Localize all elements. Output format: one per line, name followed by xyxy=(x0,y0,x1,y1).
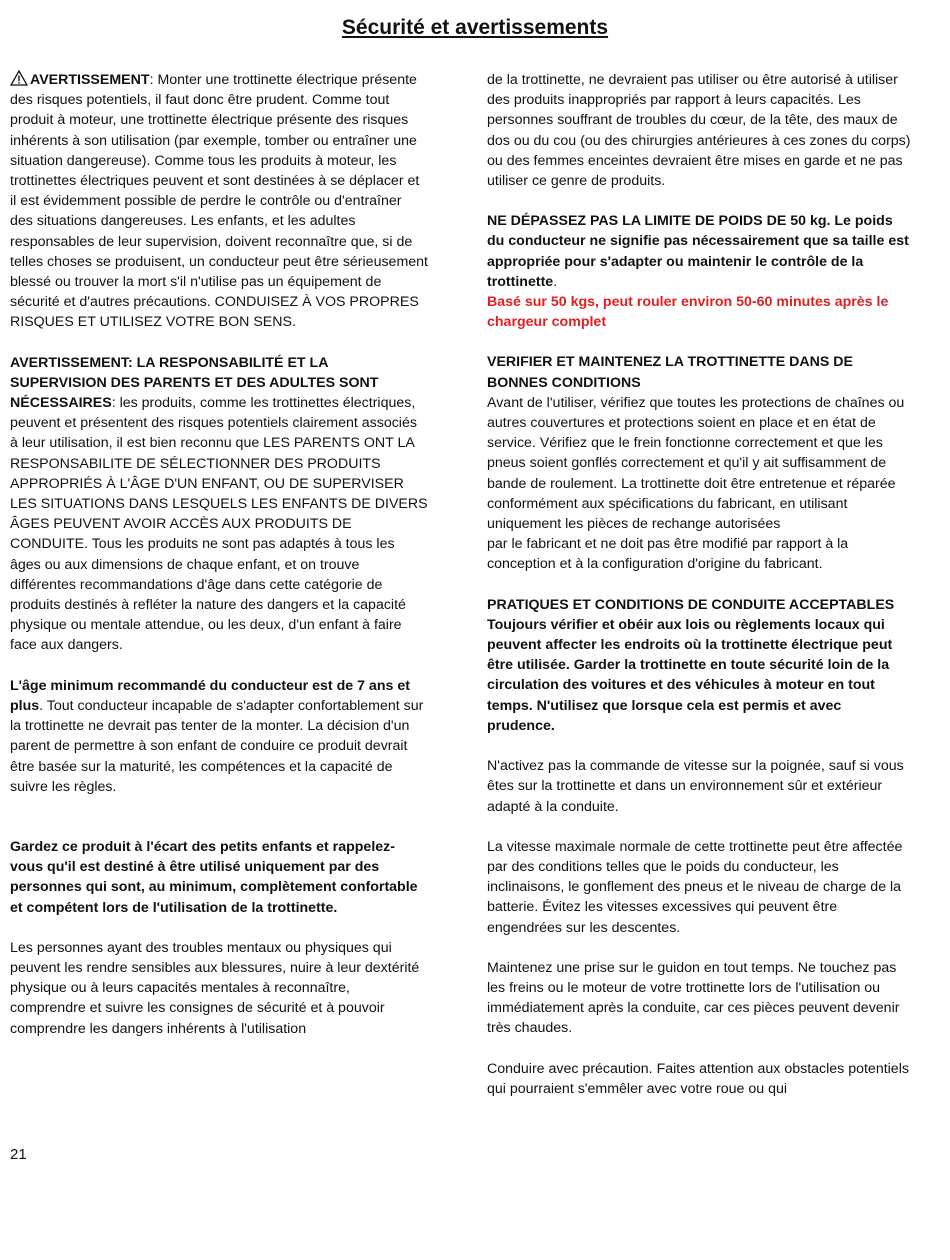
weight-limit-text: NE DÉPASSEZ PAS LA LIMITE DE POIDS DE 50 kg. Le poids du conducteur ne signifie pas nécessairement que sa taille est appropriée pour s'adapter ou maintenir le contrôle de la trottinette xyxy=(487,213,909,290)
minimum-age-label: L'âge minimum recommandé du conducteur est de 7 ans et plus xyxy=(10,677,410,714)
battery-runtime-note: Basé sur 50 kgs, peut rouler environ 50-60 minutes après le chargeur complet xyxy=(487,294,889,331)
parental-supervision-paragraph xyxy=(10,353,428,656)
page-title: Sécurité et avertissements xyxy=(341,16,609,39)
ride-carefully-paragraph: Conduire avec précaution. Faites attention aux obstacles potentiels qui pourraient s'emmêler avec votre roue ou qui xyxy=(487,1060,909,1097)
right-column xyxy=(487,70,912,1119)
speed-control-paragraph: N'activez pas la commande de vitesse sur la poignée, sauf si vous êtes sur la trottinette et dans un environnement sûr et extérieur adapté à la conduite. xyxy=(487,758,904,815)
weight-limit-paragraph xyxy=(487,211,912,332)
warning-triangle-icon xyxy=(10,70,28,86)
page-number: 21 xyxy=(10,1146,27,1163)
keep-away-paragraph: Gardez ce produit à l'écart des petits enfants et rappelez-vous qu'il est destiné à être utilisé uniquement par des personnes qui sont, au minimum, complètement confortable et compétent lors de l'utilisation de la trottinette. xyxy=(10,838,418,916)
maintenance-paragraph xyxy=(487,352,912,574)
parental-supervision-text: : les produits, comme les trottinettes électriques, peuvent et présentent des risques potentiels clairement associés à leur utilisation, il est bien reconnu que LES PARENTS ONT LA RESPONSABILITE DE SÉLECTIONNER DES PRODUITS APPROPRIÉS À L'ÂGE D'UN ENFANT, OU DE SUPERVISER LES SITUATIONS DANS LESQUELS LES ENFANTS DE DIVERS ÂGES PEUVENT AVOIR ACCÈS AUX PRODUITS DE CONDUITE. Tous les produits ne sont pas adaptés à tous les âges ou aux dimensions de chaque enfant, et on trouve différentes recommandations d'âge dans cette catégorie de produits destinés à refléter la nature des dangers et la capacité physique ou mentale attendue, ou les deux, d'un enfant à faire face aux dangers. xyxy=(10,395,428,654)
parental-supervision-label: AVERTISSEMENT: LA RESPONSABILITÉ ET LA SUPERVISION DES PARENTS ET DES ADULTES SONT NÉCESSAIRES xyxy=(10,354,379,412)
maintenance-text-b: par le fabricant et ne doit pas être modifié par rapport à la conception et à la configuration d'origine du fabricant. xyxy=(487,536,849,573)
health-conditions-paragraph: de la trottinette, ne devraient pas utiliser ou être autorisé à utiliser des produits inappropriés par rapport à leurs capacités. Les personnes souffrant de troubles du cœur, de la tête, des maux de dos ou du cou (ou des chirurgies antérieures à ces zones du corps) ou des femmes enceintes devraient être mises en garde et ne pas utiliser ce genre de produits. xyxy=(487,72,911,190)
maintenance-text-a: Avant de l'utiliser, vérifiez que toutes les protections de chaînes ou autres couvertures et protections soient en place et en état de service. Vérifiez que le frein fonctionne correctement et que les pneus soient gonflés correctement et qu'il y ait suffisamment de bande de roulement. La trottinette doit être entretenue et réparée conformément aux spécifications du fabricant, en utilisant uniquement les pièces de rechange autorisées xyxy=(487,394,905,533)
left-column xyxy=(10,70,428,1059)
warning-text: : Monter une trottinette électrique présente des risques potentiels, il faut donc être prudent. Comme tout produit à moteur, une trottinette électrique présente des risques inhérents à son utilisation (par exemple, tomber ou entraîner une situation dangereuse). Comme tous les produits à moteur, les trottinettes électriques peuvent et sont destinées à se déplacer et il est évidemment possible de perdre le contrôle ou d'entraîner des situations dangereuses. Les enfants, et les adultes responsables de leur supervision, doivent reconnaître que, si de telles choses se produisent, un conducteur peut être sérieusement blessé ou trouver la mort s'il n'utilise pas un équipement de sécurité et d'autres précautions. CONDUISEZ À VOS PROPRES RISQUES ET UTILISEZ VOTRE BON SENS. xyxy=(10,72,428,331)
minimum-age-text: . Tout conducteur incapable de s'adapter confortablement sur la trottinette ne devrait pas tenter de la monter. La décision d'un parent de permettre à son enfant de conduire ce produit devrait être basée sur la maturité, les compétences et la capacité de suivre les règles. xyxy=(10,697,424,795)
warning-label: AVERTISSEMENT xyxy=(30,72,150,88)
mental-physical-paragraph: Les personnes ayant des troubles mentaux ou physiques qui peuvent les rendre sensibles aux blessures, nuire à leur dextérité physique ou à leurs capacités mentales à reconnaître, comprendre et suivre les consignes de sécurité et à pouvoir comprendre les dangers inhérents à l'utilisation xyxy=(10,939,420,1037)
minimum-age-paragraph xyxy=(10,676,428,797)
warning-paragraph xyxy=(10,70,428,333)
riding-practices-heading: PRATIQUES ET CONDITIONS DE CONDUITE ACCEPTABLES xyxy=(487,596,895,613)
riding-practices-text: Toujours vérifier et obéir aux lois ou règlements locaux qui peuvent affecter les endroits où la trottinette électrique peut être utilisée. Garder la trottinette en toute sécurité loin de la circulation des voitures et des véhicules à moteur en tout temps. N'utilisez que lorsque cela est permis et avec prudence. xyxy=(487,616,893,734)
riding-practices-paragraph xyxy=(487,595,912,736)
max-speed-paragraph: La vitesse maximale normale de cette trottinette peut être affectée par des conditions telles que le poids du conducteur, les inclinaisons, le gonflement des pneus et le niveau de charge de la batterie. Évitez les vitesses excessives qui peuvent être engendrées sur les descentes. xyxy=(487,838,903,936)
maintenance-heading: VERIFIER ET MAINTENEZ LA TROTTINETTE DANS DE BONNES CONDITIONS xyxy=(487,354,853,391)
handlebar-paragraph: Maintenez une prise sur le guidon en tout temps. Ne touchez pas les freins ou le moteur de votre trottinette lors de l'utilisation ou immédiatement après la conduite, car ces pièces peuvent devenir très chaudes. xyxy=(487,959,900,1037)
weight-limit-period: . xyxy=(553,273,558,290)
